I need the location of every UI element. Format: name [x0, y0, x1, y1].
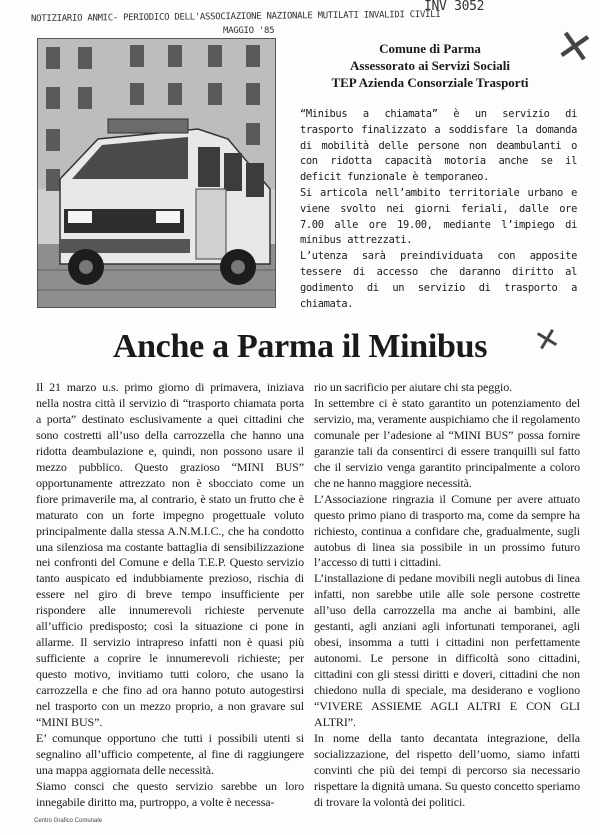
article-paragraph: In settembre ci è stato garantito un potenziamento del servizio, ma, veramente auspichiamo che il regolamento comunale per l’adesione al “MINI BUS” possa fornire garanzie tali da consentirci di essere tranquilli sul fatto che il servizio venga garantito principalmente a coloro che ne hanno maggiore necessità.	[314, 395, 580, 490]
print-credit: Centro Grafico Comunale	[34, 818, 103, 824]
article-headline: Anche a Parma il Minibus	[112, 328, 488, 365]
issuer-line-transport: TEP Azienda Consorziale Trasporti	[331, 75, 529, 90]
intro-paragraph: Si articola nell’ambito territoriale urbano e viene svolto nei giorni feriali, dalle ore 7.00 alle ore 19.00, mediante l’impiego di minibus attrezzati.	[300, 186, 577, 247]
handwritten-inventory-number: INV 3052	[424, 0, 485, 14]
article-paragraph: L’installazione di pedane movibili negli autobus di linea infatti, non sarebbe utile alle sole persone costrette all’uso della carrozzella ma anche ai bambini, alle gestanti, agli anziani agli infortunati temporanei, agli obesi, insomma a tutti i cittadini non perfettamente autonomi. Le persone in difficoltà sono cittadini, cittadini con gli stessi diritti e doveri, cittadini che non chiedono nulla di speciale, ma desiderano e vogliono “VIVERE ASSIEME AGLI ALTRI E CON GLI ALTRI”.	[314, 571, 580, 730]
article-column-left	[36, 380, 304, 811]
handwritten-date: MAGGIO '85	[223, 26, 275, 36]
service-description	[300, 107, 577, 312]
cross-mark-icon: ✕	[551, 19, 598, 76]
minibus-photo	[37, 38, 276, 308]
cross-mark-icon: ✕	[531, 320, 564, 361]
issuer-line-municipality: Comune di Parma	[379, 41, 481, 56]
article-paragraph: Siamo consci che questo servizio sarebbe un loro innegabile diritto ma, purtroppo, a volte è necessa-	[36, 778, 304, 809]
issuer-header	[290, 40, 570, 91]
article-paragraph: Il 21 marzo u.s. primo giorno di primavera, iniziava nella nostra città il servizio di “trasporto chiamata porta a porta” destinato esclusivamente a quei cittadini che sono costretti all’uso della carrozzella che hanno una ridotta deambulazione e, quindi, non possono usare il mezzo pubblico. Questo grazioso “MINI BUS” opportunamente attrezzato non è sbocciato come un fiore primaverile ma, al contrario, è stato un frutto che è maturato con un forte impegno progettuale voluto principalmente dalla stessa A.N.M.I.C., che ha condotto una silenziosa ma costante battaglia di sensibilizzazione nei confronti del Comune e della T.E.P. Questo servizio tanto auspicato ed indubbiamente prezioso, rischia di essere nel giro di breve tempo insufficiente per rispondere alle innumerevoli richieste pervenute all’ufficio predisposto; così la situazione ci pone in allarme. Il servizio intrapreso infatti non è quasi più sufficiente a coprire le innumerevoli richieste; per questo motivo, invitiamo tutti coloro, che usano la carrozzella e che fino ad ora hanno potuto autogestirsi nel trasporto con un mezzo proprio, a non gravare sul “MINI BUS”.	[36, 380, 304, 730]
article-paragraph: rio un sacrificio per aiutare chi sta peggio.	[314, 380, 513, 394]
article-paragraph: E’ comunque opportuno che tutti i possibili utenti si segnalino all’ufficio competente, al fine di raggiungere una mappa aggiornata delle necessità.	[36, 730, 304, 777]
intro-paragraph: L’utenza sarà preindividuata con apposite tessere di accesso che daranno diritto al godimento di un servizio di trasporto a chiamata.	[300, 250, 577, 310]
intro-paragraph: “Minibus a chiamata” è un servizio di trasporto finalizzato a soddisfare la domanda di mobilità delle persone non deambulanti o con ridotta capacità motoria anche se il deficit funzionale è temporaneo.	[300, 108, 577, 184]
article-column-right	[314, 380, 580, 811]
issuer-line-department: Assessorato ai Servizi Sociali	[350, 58, 510, 73]
handwritten-source-note: NOTIZIARIO ANMIC- PERIODICO DELL'ASSOCIAZIONE NAZIONALE MUTILATI INVALIDI CIVILI	[30, 9, 441, 25]
article-paragraph: L’Associazione ringrazia il Comune per avere attuato questo primo piano di trasporto ma, come da sempre ha richiesto, continua a confidare che, gradualmente, sugli autobus di linea sia possibile in un prossimo futuro l’accesso di tutti i cittadini.	[314, 491, 580, 570]
minibus-illustration	[38, 39, 275, 307]
article-paragraph: In nome della tanto decantata integrazione, della socializzazione, del rispetto dell’uomo, siamo infatti convinti che più dei tempi di percorso sia necessario rispettare la dignità umana. Su questo concetto speriamo di trovare la volontà dei politici.	[314, 730, 580, 809]
